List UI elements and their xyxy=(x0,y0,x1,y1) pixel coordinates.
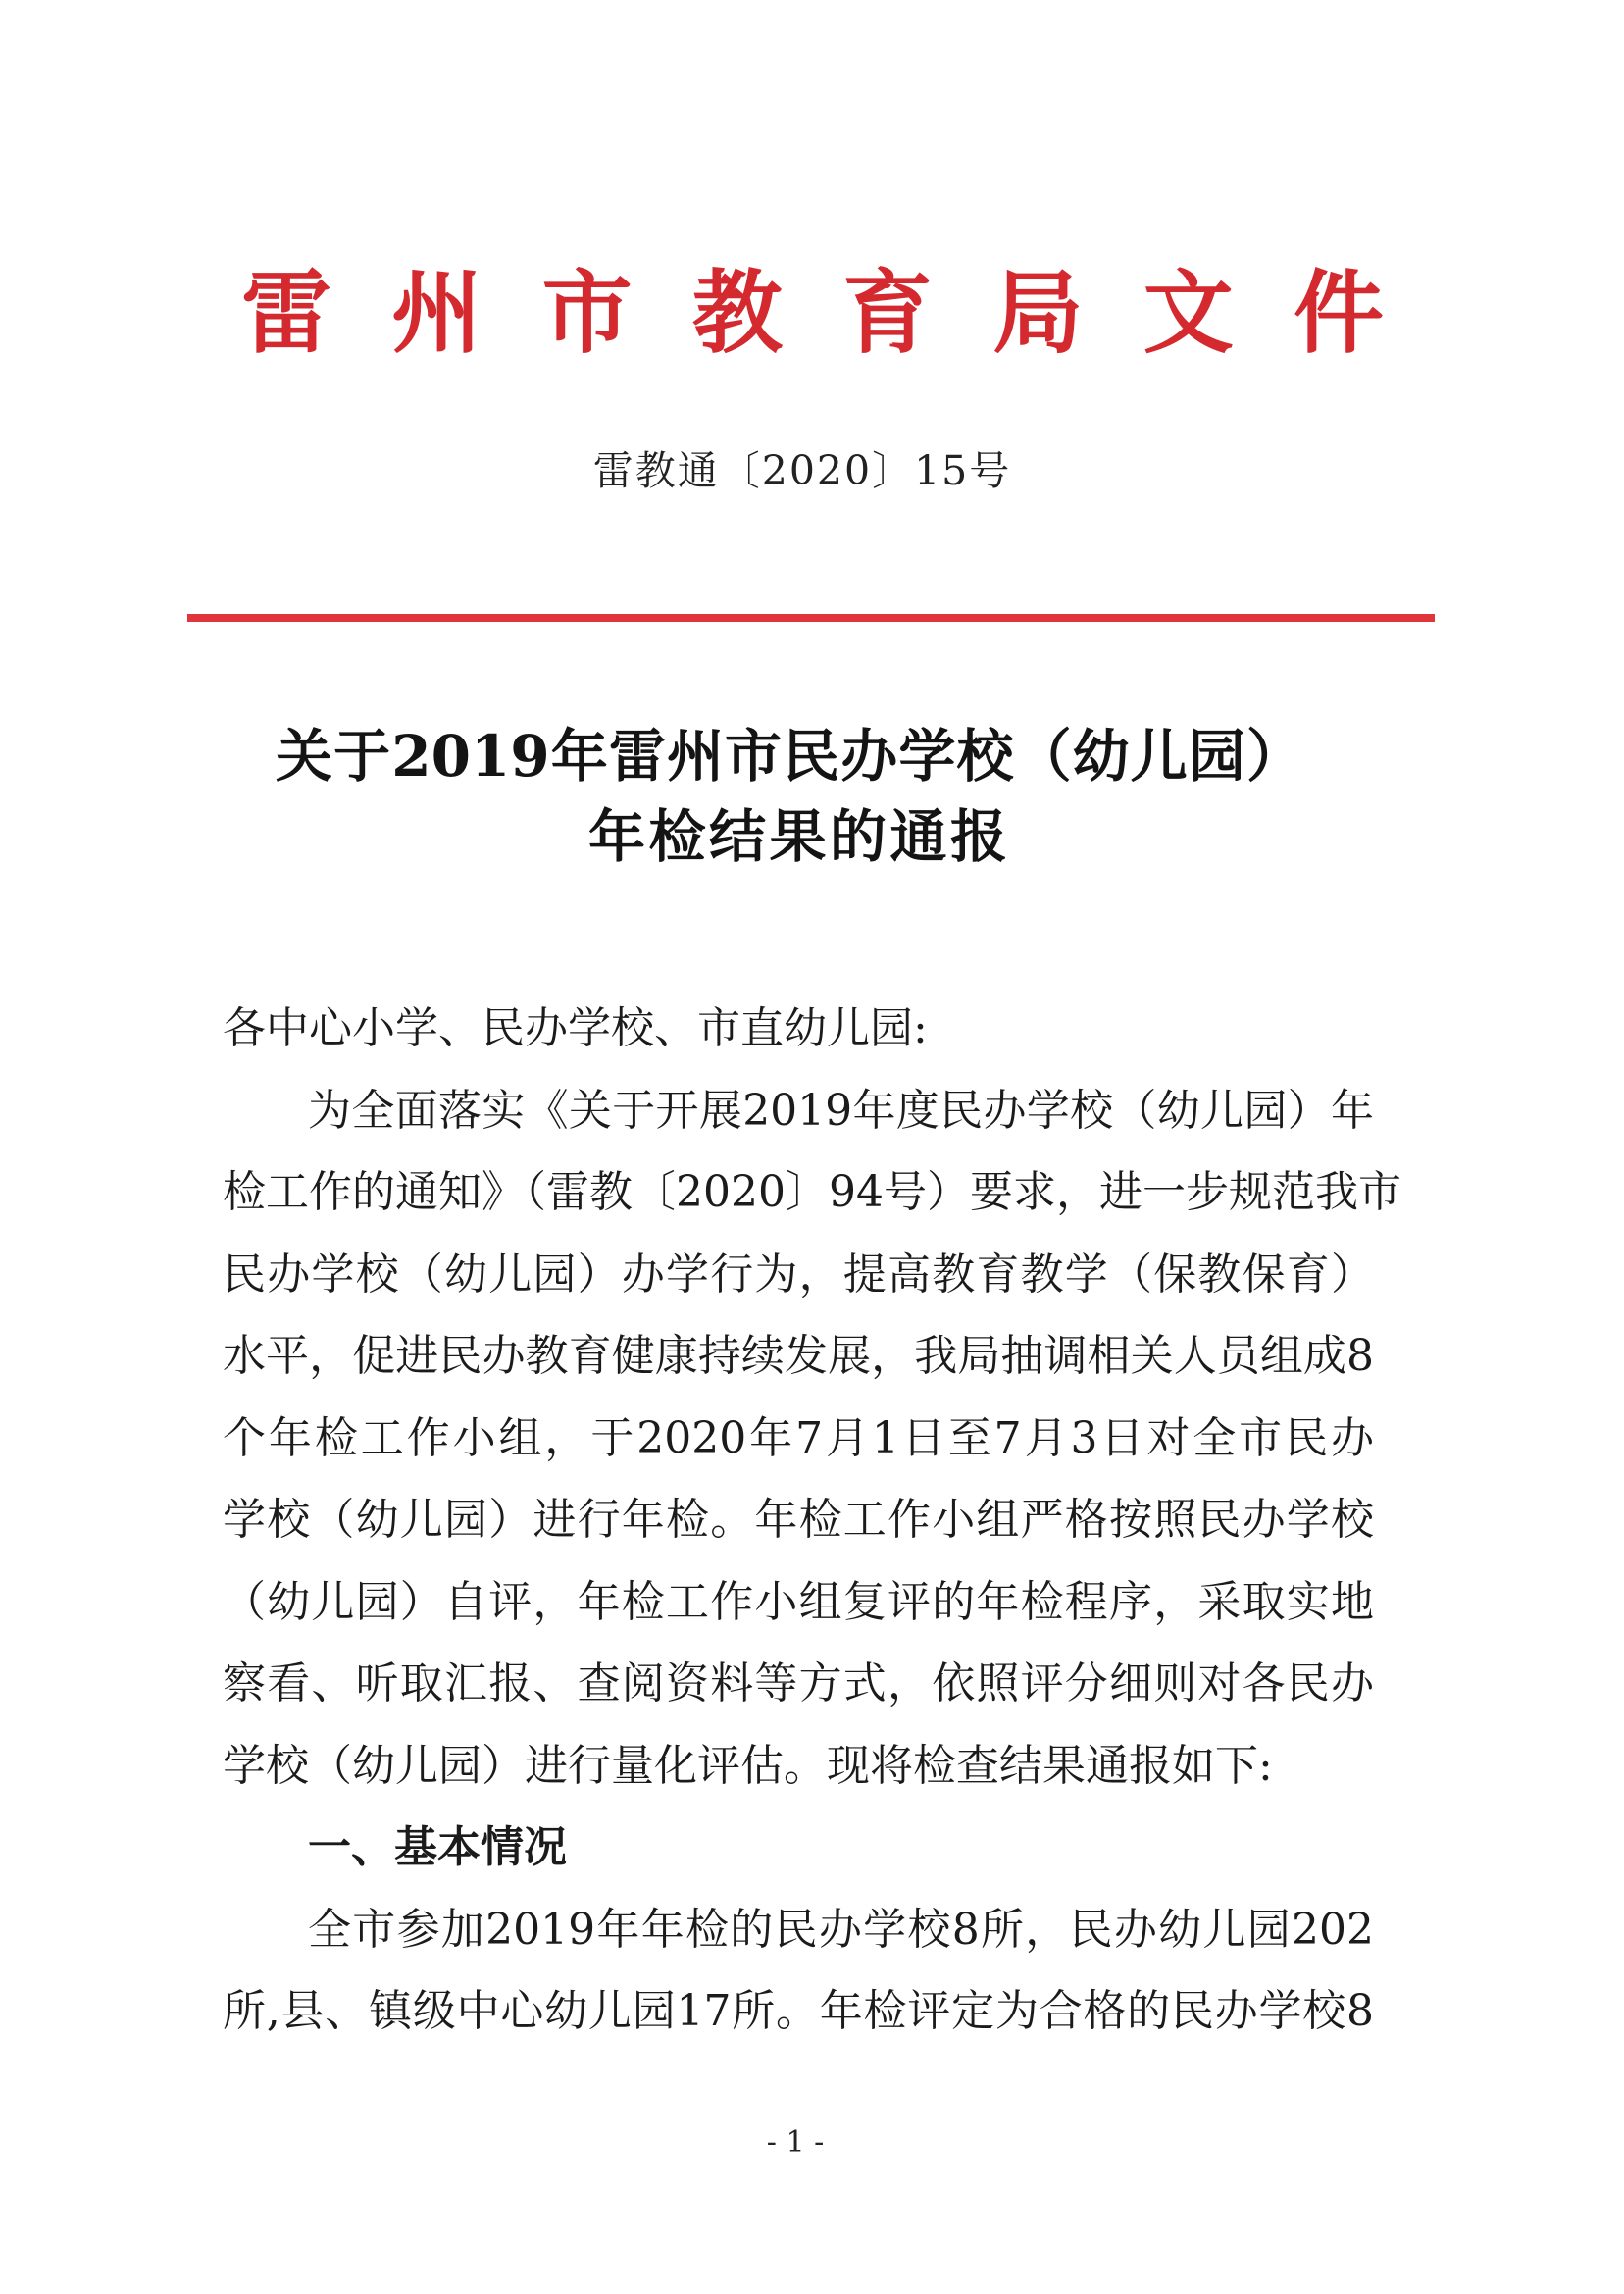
document-title-line-1: 关于2019年雷州市民办学校（幼儿园） xyxy=(276,723,1303,790)
paragraph-1-line: 检工作的通知》（雷教〔2020〕94号）要求，进一步规范我市 xyxy=(223,1167,1401,1217)
paragraph-1-line: 学校（幼儿园）进行量化评估。现将检查结果通报如下: xyxy=(223,1740,1273,1791)
paragraph-1-line: 察看、听取汇报、查阅资料等方式，依照评分细则对各民办 xyxy=(223,1658,1374,1708)
page-number: - 1 - xyxy=(766,2125,825,2160)
paragraph-1-line: 学校（幼儿园）进行年检。年检工作小组严格按照民办学校 xyxy=(223,1495,1374,1545)
document-body xyxy=(223,988,1401,2053)
paragraph-2-line: 全市参加2019年年检的民办学校8所，民办幼儿园202 xyxy=(308,1904,1374,1955)
paragraph-1-line: 水平，促进民办教育健康持续发展，我局抽调相关人员组成8 xyxy=(223,1331,1374,1381)
paragraph-1-line: （幼儿园）自评，年检工作小组复评的年检程序，采取实地 xyxy=(223,1576,1374,1627)
document-title-line-2: 年检结果的通报 xyxy=(588,803,1007,870)
paragraph-1-line: 个年检工作小组，于2020年7月1日至7月3日对全市民办 xyxy=(223,1412,1374,1463)
issuer-title: 雷州市教育局文件 xyxy=(241,260,1384,366)
paragraph-1-line: 民办学校（幼儿园）办学行为，提高教育教学（保教保育） xyxy=(223,1249,1374,1300)
paragraph-2-line: 所,县、镇级中心幼儿园17所。年检评定为合格的民办学校8 xyxy=(223,1986,1374,2036)
salutation: 各中心小学、民办学校、市直幼儿园: xyxy=(223,1003,928,1053)
document-number: 雷教通〔2020〕15号 xyxy=(592,447,1012,494)
paragraph-1-line: 为全面落实《关于开展2019年度民办学校（幼儿园）年 xyxy=(308,1085,1374,1136)
red-divider-rule xyxy=(187,614,1435,622)
section-heading: 一、基本情况 xyxy=(308,1822,567,1872)
